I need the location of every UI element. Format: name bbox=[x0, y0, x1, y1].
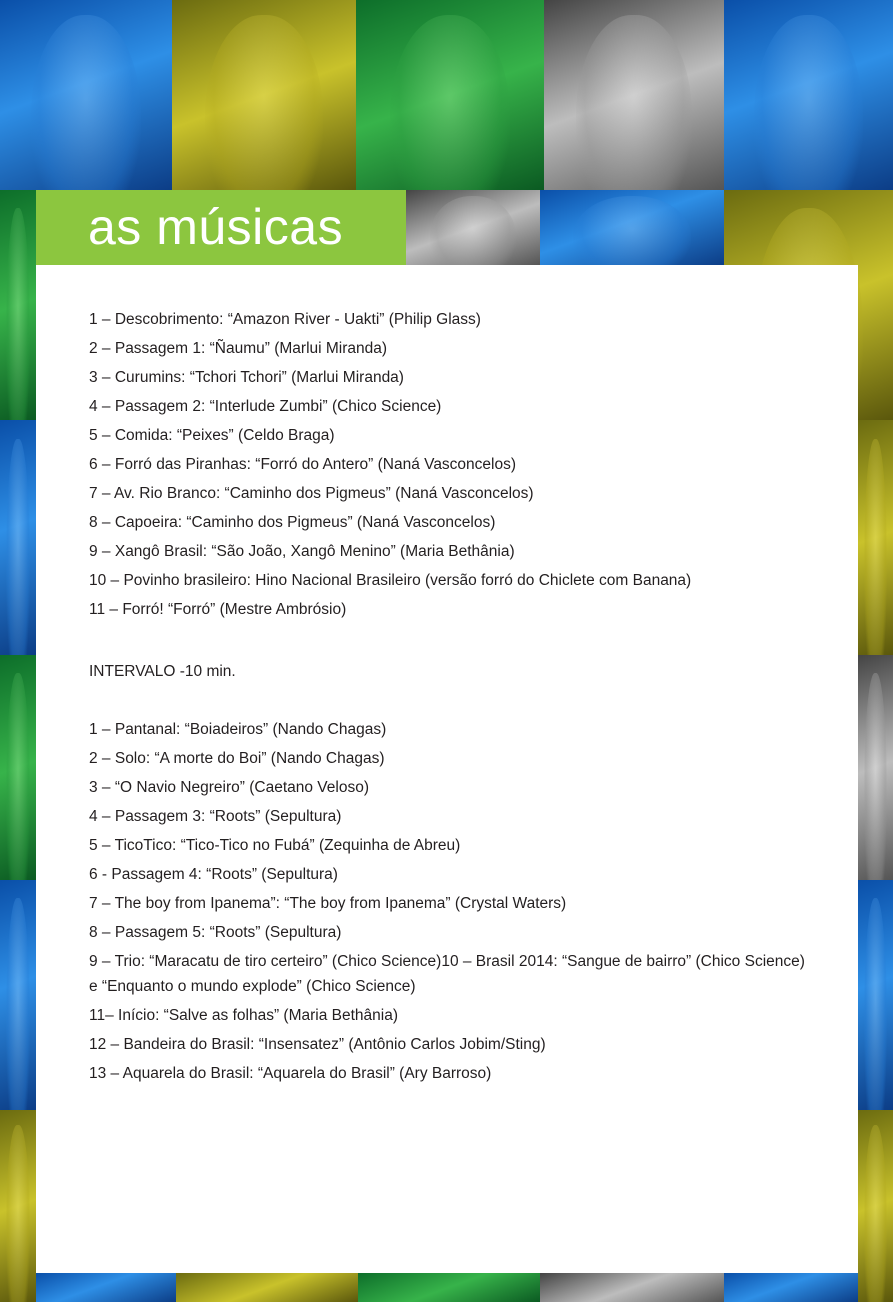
song-item: 2 – Solo: “A morte do Boi” (Nando Chagas) bbox=[89, 750, 385, 767]
photo-tile bbox=[858, 880, 893, 1110]
song-item: 4 – Passagem 3: “Roots” (Sepultura) bbox=[89, 808, 342, 825]
page-title: as músicas bbox=[88, 199, 344, 255]
song-item: 5 – Comida: “Peixes” (Celdo Braga) bbox=[89, 427, 335, 444]
photo-tile bbox=[406, 190, 540, 265]
photo-tile bbox=[858, 655, 893, 880]
song-item: 6 - Passagem 4: “Roots” (Sepultura) bbox=[89, 866, 338, 883]
setlist-panel bbox=[36, 265, 858, 1273]
intermission-label: INTERVALO -10 min. bbox=[89, 663, 236, 680]
photo-tile bbox=[356, 0, 544, 190]
song-item: 3 – “O Navio Negreiro” (Caetano Veloso) bbox=[89, 779, 369, 796]
photo-tile bbox=[0, 1110, 36, 1302]
song-item: 11 – Forró! “Forró” (Mestre Ambrósio) bbox=[89, 601, 347, 618]
song-item: 9 – Xangô Brasil: “São João, Xangô Menino” (Maria Bethânia) bbox=[89, 543, 515, 560]
song-item: 1 – Pantanal: “Boiadeiros” (Nando Chagas) bbox=[89, 721, 387, 738]
song-item: 1 – Descobrimento: “Amazon River - Uakti” (Philip Glass) bbox=[89, 311, 481, 328]
photo-tile bbox=[858, 420, 893, 655]
song-item: 3 – Curumins: “Tchori Tchori” (Marlui Miranda) bbox=[89, 369, 404, 386]
song-item: 8 – Capoeira: “Caminho dos Pigmeus” (Naná Vasconcelos) bbox=[89, 514, 496, 531]
photo-tile bbox=[858, 1110, 893, 1302]
photo-tile bbox=[540, 1273, 724, 1302]
song-item: 10 – Povinho brasileiro: Hino Nacional Brasileiro (versão forró do Chiclete com Banana) bbox=[89, 572, 692, 589]
photo-tile bbox=[0, 0, 172, 190]
photo-tile bbox=[0, 190, 36, 420]
title-band bbox=[36, 190, 406, 265]
photo-tile bbox=[724, 0, 893, 190]
setlist-part-1 bbox=[89, 307, 809, 626]
song-item: 7 – Av. Rio Branco: “Caminho dos Pigmeus” (Naná Vasconcelos) bbox=[89, 485, 534, 502]
photo-tile bbox=[540, 190, 724, 265]
song-item: 13 – Aquarela do Brasil: “Aquarela do Brasil” (Ary Barroso) bbox=[89, 1065, 492, 1082]
photo-tile bbox=[0, 655, 36, 880]
song-item: 7 – The boy from Ipanema”: “The boy from Ipanema” (Crystal Waters) bbox=[89, 895, 567, 912]
song-item: 5 – TicoTico: “Tico-Tico no Fubá” (Zequinha de Abreu) bbox=[89, 837, 461, 854]
photo-tile bbox=[176, 1273, 358, 1302]
song-item: 11– Início: “Salve as folhas” (Maria Bethânia) bbox=[89, 1007, 399, 1024]
photo-tile bbox=[544, 0, 724, 190]
photo-tile bbox=[36, 1273, 176, 1302]
photo-tile bbox=[0, 880, 36, 1110]
song-item: 6 – Forró das Piranhas: “Forró do Antero” (Naná Vasconcelos) bbox=[89, 456, 517, 473]
song-item: 4 – Passagem 2: “Interlude Zumbi” (Chico Science) bbox=[89, 398, 442, 415]
photo-tile bbox=[172, 0, 356, 190]
song-item: 2 – Passagem 1: “Ñaumu” (Marlui Miranda) bbox=[89, 340, 388, 357]
song-item: 8 – Passagem 5: “Roots” (Sepultura) bbox=[89, 924, 342, 941]
photo-tile bbox=[358, 1273, 540, 1302]
song-item: 12 – Bandeira do Brasil: “Insensatez” (Antônio Carlos Jobim/Sting) bbox=[89, 1036, 546, 1053]
setlist-part-2 bbox=[89, 717, 809, 1090]
photo-tile bbox=[724, 1273, 858, 1302]
song-item: 9 – Trio: “Maracatu de tiro certeiro” (Chico Science)10 – Brasil 2014: “Sangue de bairro” (Chico Science) e “Enquanto o mundo explode” (Chico Science) bbox=[89, 953, 805, 995]
photo-tile bbox=[0, 420, 36, 655]
